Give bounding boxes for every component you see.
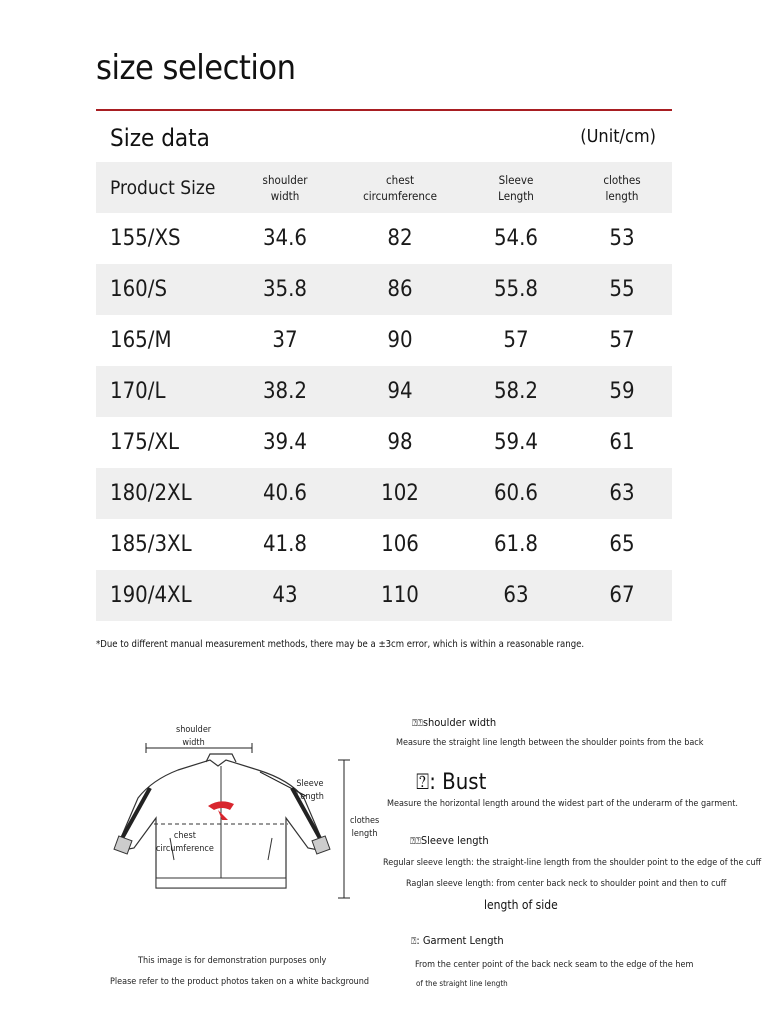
bullet-icon: ⍰ <box>416 770 430 795</box>
shoulder-width-title: ⍰⍰shoulder width <box>412 716 497 729</box>
cell-chest: 94 <box>387 379 413 404</box>
jacket-diagram <box>90 718 370 918</box>
bullet-icon: ⍰⍰ <box>410 837 421 847</box>
table-row <box>96 468 672 519</box>
cell-length: 57 <box>609 328 635 353</box>
garment-length-description: From the center point of the back neck seam to the edge of the hem <box>415 960 694 970</box>
size-table <box>96 162 672 621</box>
size-data-heading: Size data <box>110 124 210 152</box>
sleeve-length-description-regular: Regular sleeve length: the straight-line length from the shoulder point to the edge of the cuff <box>383 858 762 868</box>
sleeve-length-title: ⍰⍰Sleeve length <box>410 834 489 847</box>
cell-length: 55 <box>609 277 635 302</box>
bullet-icon: ⍰ <box>411 937 417 947</box>
cell-size: 190/4XL <box>110 583 192 608</box>
garment-length-title: ⍰: Garment Length <box>411 934 504 947</box>
cell-shoulder: 40.6 <box>262 481 308 506</box>
length-of-side-label: length of side <box>484 898 558 912</box>
demo-note: This image is for demonstration purposes only <box>138 956 327 966</box>
bust-description: Measure the horizontal length around the widest part of the underarm of the garment. <box>387 799 738 809</box>
cell-chest: 98 <box>387 430 413 455</box>
page-title: size selection <box>96 48 296 88</box>
cell-length: 67 <box>609 583 635 608</box>
header-shoulder-width: shoulder width <box>262 172 308 203</box>
clothes-length-label: clothes length <box>350 816 380 839</box>
cell-shoulder: 43 <box>272 583 298 608</box>
cell-chest: 82 <box>387 226 413 251</box>
table-row <box>96 417 672 468</box>
header-product-size: Product Size <box>110 176 216 199</box>
header-sleeve-length: Sleeve Length <box>498 172 534 203</box>
cell-sleeve: 58.2 <box>493 379 539 404</box>
shoulder-width-description: Measure the straight line length between the shoulder points from the back <box>396 738 704 748</box>
table-row <box>96 315 672 366</box>
cell-length: 59 <box>609 379 635 404</box>
table-header-row <box>96 162 672 213</box>
cell-sleeve: 54.6 <box>493 226 539 251</box>
cell-size: 185/3XL <box>110 532 192 557</box>
table-row <box>96 264 672 315</box>
shoulder-width-label: shoulder width <box>176 725 212 748</box>
cell-sleeve: 61.8 <box>493 532 539 557</box>
cell-shoulder: 34.6 <box>262 226 308 251</box>
cell-chest: 110 <box>381 583 419 608</box>
cell-shoulder: 37 <box>272 328 298 353</box>
table-row <box>96 213 672 264</box>
sleeve-length-description-raglan: Raglan sleeve length: from center back neck to shoulder point and then to cuff <box>406 879 727 889</box>
cell-size: 165/M <box>110 328 172 353</box>
cell-shoulder: 35.8 <box>262 277 308 302</box>
cell-sleeve: 57 <box>503 328 529 353</box>
table-row <box>96 519 672 570</box>
measurement-footnote: *Due to different manual measurement methods, there may be a ±3cm error, which is within a reasonable range. <box>96 639 585 650</box>
cell-shoulder: 41.8 <box>262 532 308 557</box>
cell-length: 61 <box>609 430 635 455</box>
cell-shoulder: 38.2 <box>262 379 308 404</box>
cell-shoulder: 39.4 <box>262 430 308 455</box>
cell-chest: 102 <box>381 481 419 506</box>
cell-size: 175/XL <box>110 430 180 455</box>
header-chest-circumference: chest circumference <box>363 172 437 203</box>
chest-circumference-label: chest circumference <box>156 831 214 854</box>
unit-label: (Unit/cm) <box>580 126 656 147</box>
table-row <box>96 570 672 621</box>
demo-note-2: Please refer to the product photos taken on a white background <box>110 977 370 987</box>
garment-length-description-2: of the straight line length <box>416 979 508 988</box>
header-clothes-length: clothes length <box>603 172 641 203</box>
title-divider <box>96 109 672 111</box>
cell-sleeve: 55.8 <box>493 277 539 302</box>
cell-chest: 90 <box>387 328 413 353</box>
cell-length: 65 <box>609 532 635 557</box>
cell-size: 160/S <box>110 277 168 302</box>
sleeve-length-label: Sleeve Length <box>296 779 324 802</box>
bust-title: ⍰: Bust <box>416 770 487 795</box>
cell-size: 170/L <box>110 379 166 404</box>
cell-size: 180/2XL <box>110 481 192 506</box>
cell-sleeve: 60.6 <box>493 481 539 506</box>
table-row <box>96 366 672 417</box>
cell-size: 155/XS <box>110 226 181 251</box>
cell-chest: 86 <box>387 277 413 302</box>
cell-sleeve: 63 <box>503 583 529 608</box>
cell-sleeve: 59.4 <box>493 430 539 455</box>
cell-length: 63 <box>609 481 635 506</box>
cell-length: 53 <box>609 226 635 251</box>
cell-chest: 106 <box>381 532 419 557</box>
bullet-icon: ⍰⍰ <box>412 719 423 729</box>
